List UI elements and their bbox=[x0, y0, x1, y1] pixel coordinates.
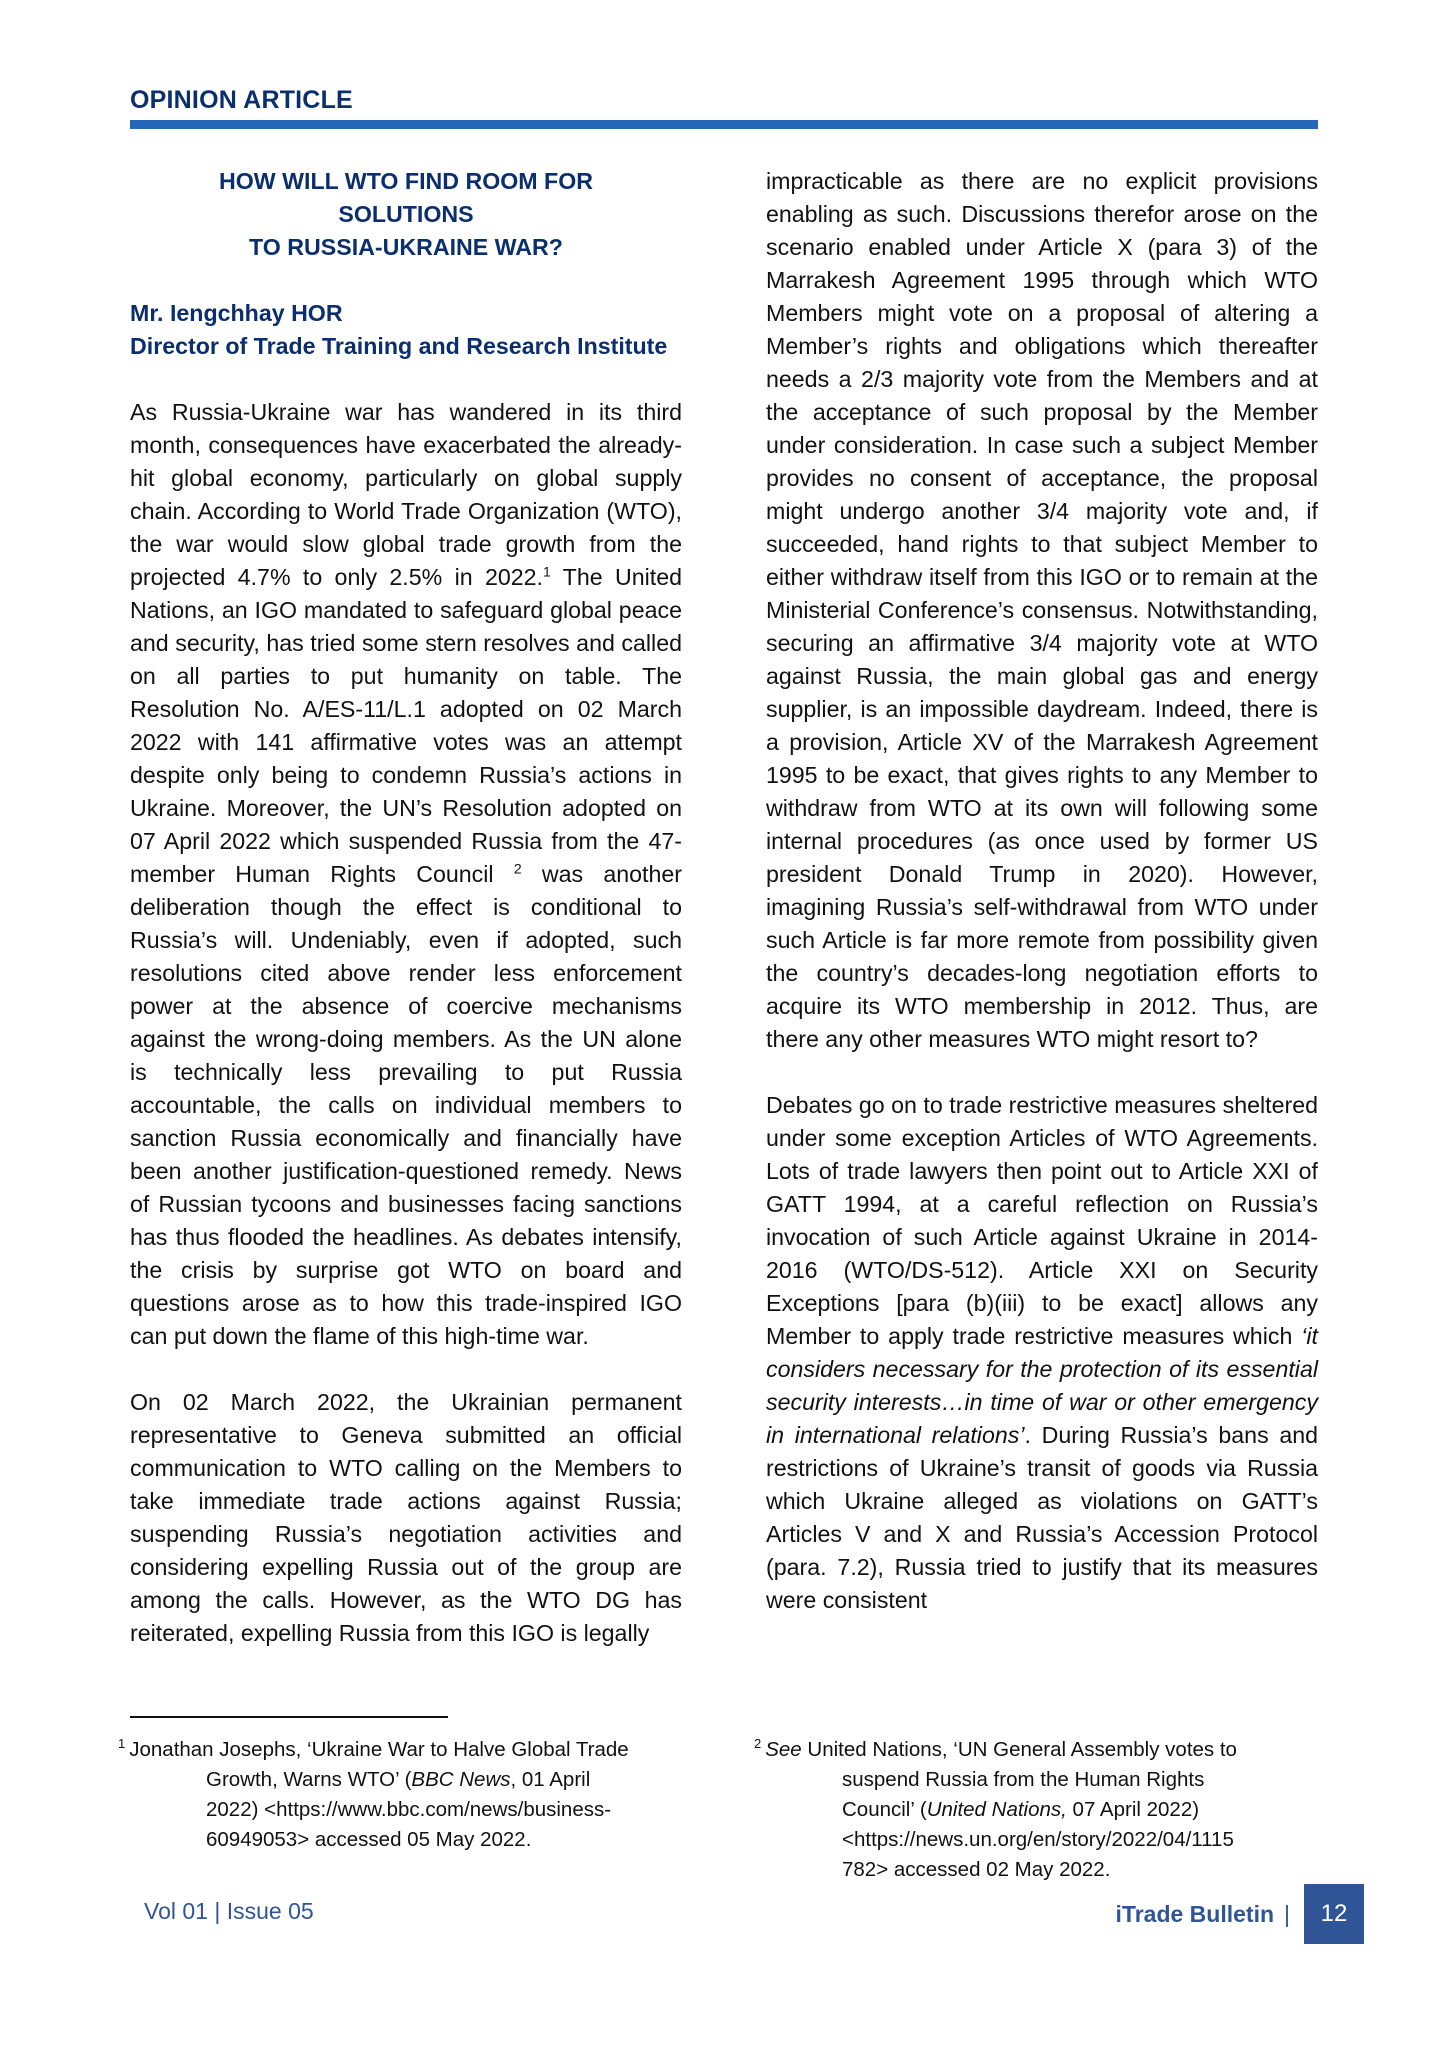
volume-issue: Vol 01 | Issue 05 bbox=[144, 1898, 314, 1924]
author-block bbox=[130, 297, 682, 363]
footnote-2-line-2: suspend Russia from the Human Rights bbox=[842, 1768, 1205, 1791]
footnote-1-line-4: 60949053> accessed 05 May 2022. bbox=[206, 1828, 532, 1851]
footnote-1-line-3[interactable]: 2022) <https://www.bbc.com/news/business- bbox=[206, 1798, 612, 1821]
paragraph-4-part-b: . During Russia’s bans and restrictions of Ukraine’s transit of goods via Russia which Ukraine alleged as violations on GATT’s Articles V and X and Russia’s Accession Protocol (para. 7.2), Russia tried to justify that its measures were consistent bbox=[766, 1422, 1319, 1613]
section-label: OPINION ARTICLE bbox=[130, 86, 353, 114]
footer-separator: | bbox=[1284, 1900, 1290, 1927]
header-rule bbox=[130, 120, 1318, 129]
footnote-2-number: 2 bbox=[754, 1736, 762, 1752]
paragraph-2: On 02 March 2022, the Ukrainian permanent representative to Geneva submitted an official communication to WTO calling on the Members to take immediate trade actions against Russia; suspending Russia’s negotiation activities and considering expelling Russia out of the group are among the calls. However, as the WTO DG has reiterated, expelling Russia from this IGO is legally bbox=[130, 1389, 682, 1646]
footnote-ref-1[interactable]: 1 bbox=[542, 563, 551, 580]
paragraph-1-part-b: The United Nations, an IGO mandated to safeguard global peace and security, has tried some stern resolves and called on all parties to put humanity on table. The Resolution No. A/ES-11/L.1 adopted on 02 March 2022 with 141 affirmative votes was an attempt despite only being to condemn Russia’s actions in Ukraine. Moreover, the UN’s Resolution adopted on 07 April 2022 which suspended Russia from the 47-member Human Rights Council bbox=[130, 564, 682, 887]
footer-brand-block bbox=[1116, 1884, 1364, 1944]
footnote-1-line-2-end: , 01 April bbox=[510, 1768, 591, 1791]
left-column bbox=[130, 165, 682, 1650]
footnote-2-source: United Nations, bbox=[926, 1798, 1067, 1821]
footnote-2-line-5: 782> accessed 02 May 2022. bbox=[842, 1858, 1111, 1881]
paragraph-1-part-c: was another deliberation though the effect is conditional to Russia’s will. Undeniably, even if adopted, such resolutions cited above render less enforcement power at the absence of coercive mechanisms against the wrong-doing members. As the UN alone is technically less prevailing to put Russia accountable, the calls on individual members to sanction Russia economically and financially have been another justification-questioned remedy. News of Russian tycoons and businesses facing sanctions has thus flooded the headlines. As debates intensify, the crisis by surprise got WTO on board and questions arose as to how this trade-inspired IGO can put down the flame of this high-time war. bbox=[130, 861, 682, 1349]
paragraph-4 bbox=[766, 1089, 1318, 1617]
title-line-2: TO RUSSIA-UKRAINE WAR? bbox=[249, 234, 563, 260]
footnote-separator bbox=[130, 1716, 448, 1718]
title-line-1: HOW WILL WTO FIND ROOM FOR SOLUTIONS bbox=[219, 168, 593, 227]
author-role: Director of Trade Training and Research Institute bbox=[130, 333, 668, 359]
footnote-1-source: BBC News bbox=[411, 1768, 511, 1791]
footnote-1-line-1: Jonathan Josephs, ‘Ukraine War to Halve Global Trade bbox=[129, 1738, 629, 1761]
right-column bbox=[766, 165, 1318, 1617]
footnote-2-line-4[interactable]: <https://news.un.org/en/story/2022/04/1115 bbox=[842, 1828, 1234, 1851]
paragraph-1-part-a: As Russia-Ukraine war has wandered in its third month, consequences have exacerbated the already-hit global economy, particularly on global supply chain. According to World Trade Organization (WTO), the war would slow global trade growth from the projected 4.7% to only 2.5% in 2022. bbox=[130, 399, 682, 590]
security-exception-quote: ‘it considers necessary for the protection of its essential security interests…in time of war or other emergency in international relations’ bbox=[766, 1323, 1318, 1448]
publication-name: iTrade Bulletin bbox=[1115, 1900, 1275, 1927]
paragraph-1 bbox=[130, 396, 682, 1353]
footnote-2-line-3: Council’ ( bbox=[842, 1798, 927, 1821]
paragraph-4-part-a: Debates go on to trade restrictive measures sheltered under some exception Articles of WTO Agreements. Lots of trade lawyers then point out to Article XXI of GATT 1994, at a careful reflection on Russia’s invocation of such Article against Ukraine in 2014-2016 (WTO/DS-512). Article XXI on Security Exceptions [para (b)(iii) to be exact] allows any Member to apply trade restrictive measures which bbox=[766, 1092, 1318, 1349]
page-number: 12 bbox=[1304, 1884, 1364, 1944]
footnote-1 bbox=[118, 1735, 678, 1855]
footnote-1-number: 1 bbox=[118, 1736, 126, 1752]
footnote-1-line-2: Growth, Warns WTO’ ( bbox=[206, 1768, 412, 1791]
footnote-2 bbox=[754, 1735, 1314, 1885]
author-name: Mr. Iengchhay HOR bbox=[130, 300, 343, 326]
footnote-2-line-3-end: 07 April 2022) bbox=[1066, 1798, 1200, 1821]
footnote-2-line-1: United Nations, ‘UN General Assembly votes to bbox=[801, 1738, 1237, 1761]
article-title bbox=[130, 165, 682, 264]
footnote-ref-2[interactable]: 2 bbox=[513, 860, 522, 877]
footnote-2-see: See bbox=[765, 1738, 802, 1761]
paragraph-3: impracticable as there are no explicit provisions enabling as such. Discussions therefor arose on the scenario enabled under Article X (para 3) of the Marrakesh Agreement 1995 through which WTO Members might vote on a proposal of altering a Member’s rights and obligations which thereafter needs a 2/3 majority vote from the Members and at the acceptance of such proposal by the Member under consideration. In case such a subject Member provides no consent of acceptance, the proposal might undergo another 3/4 majority vote and, if succeeded, hand rights to that subject Member to either withdraw itself from this IGO or to remain at the Ministerial Conference’s consensus. Notwithstanding, securing an affirmative 3/4 majority vote at WTO against Russia, the main global gas and energy supplier, is an impossible daydream. Indeed, there is a provision, Article XV of the Marrakesh Agreement 1995 to be exact, that gives rights to any Member to withdraw from WTO at its own will following some internal procedures (as once used by former US president Donald Trump in 2020). However, imagining Russia’s self-withdrawal from WTO under such Article is far more remote from possibility given the country’s decades-long negotiation efforts to acquire its WTO membership in 2012. Thus, are there any other measures WTO might resort to? bbox=[766, 168, 1318, 1052]
